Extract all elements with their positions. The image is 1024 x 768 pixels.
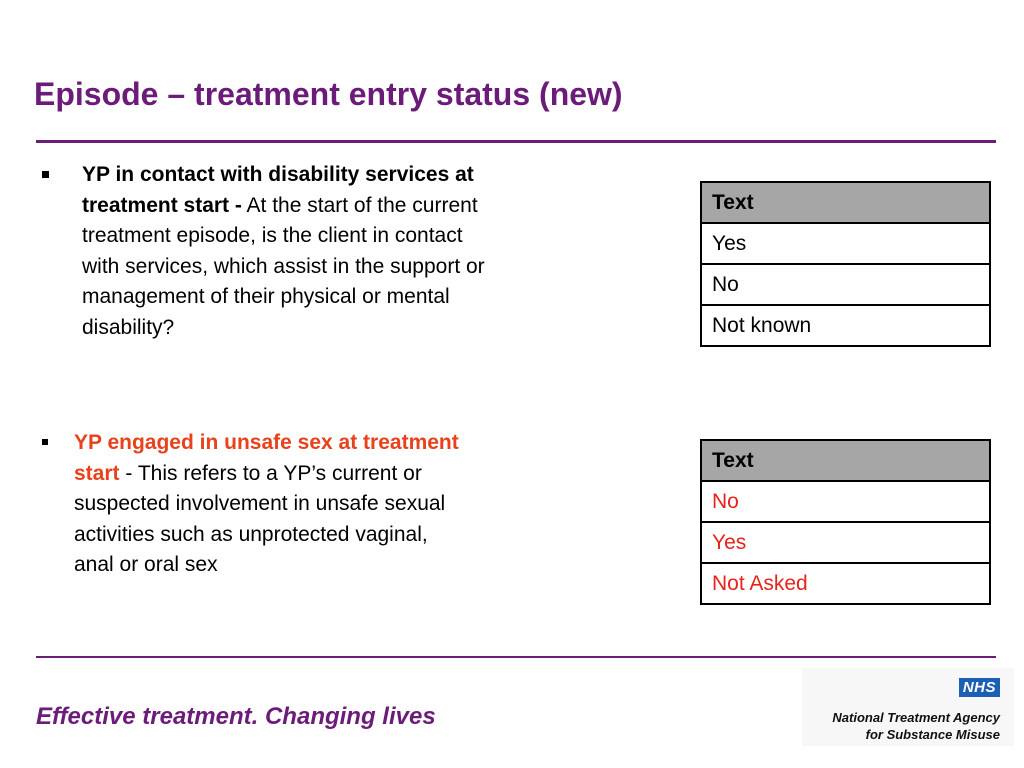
table-header: Text: [701, 182, 990, 223]
table-cell: No: [701, 481, 990, 522]
bullet-marker-icon: [42, 439, 48, 445]
options-table-unsafe-sex: [700, 439, 991, 605]
nhs-badge-icon: NHS: [959, 678, 1000, 697]
bullet-marker-icon: [42, 171, 49, 178]
table-cell: Not Asked: [701, 563, 990, 604]
table-cell: Yes: [701, 522, 990, 563]
logo-line-2: for Substance Misuse: [865, 727, 1000, 742]
nta-logo: [802, 668, 1014, 746]
bullet-lead: YP engaged in unsafe sex at treatment start: [74, 431, 459, 485]
table-header: Text: [701, 440, 990, 481]
bullet-lead: YP in contact with disability services at treatment start -: [82, 163, 474, 217]
footer-tagline: Effective treatment. Changing lives: [36, 703, 436, 730]
top-divider: [36, 140, 996, 143]
bullet-text: [74, 428, 464, 581]
table-cell: No: [701, 264, 990, 305]
bullet-body: - This refers to a YP’s current or suspected involvement in unsafe sexual activities such as unprotected vaginal, anal or oral sex: [74, 461, 446, 576]
nta-logo-text: [832, 709, 1000, 743]
table-cell: Yes: [701, 223, 990, 264]
logo-line-1: National Treatment Agency: [832, 710, 1000, 725]
bullet-text: [82, 160, 502, 343]
bullet-body: At the start of the current treatment episode, is the client in contact with services, which assist in the support or management of their physical or mental disability?: [82, 193, 485, 339]
slide-title: Episode – treatment entry status (new): [34, 76, 623, 112]
options-table-disability: [700, 181, 991, 347]
bottom-divider: [36, 656, 996, 658]
table-cell: Not known: [701, 305, 990, 346]
